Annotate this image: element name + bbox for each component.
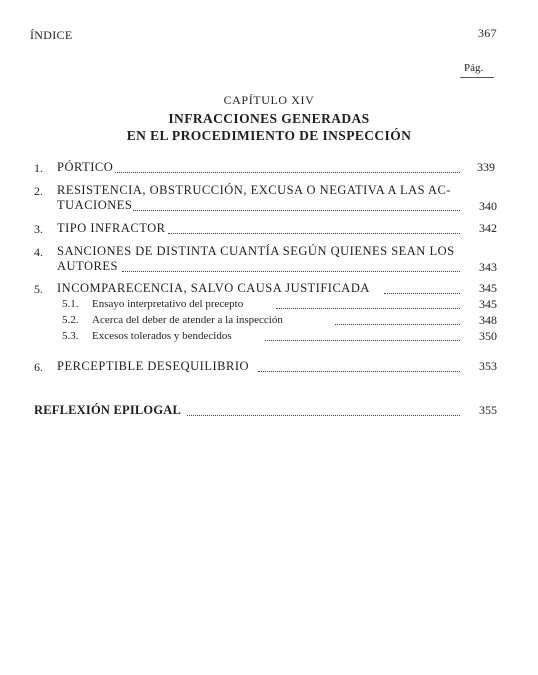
toc-dot-leader <box>168 233 460 234</box>
toc-entry-page: 345 <box>479 281 497 295</box>
toc-subentry-title: Ensayo interpretativo del precepto <box>92 298 244 310</box>
toc-dot-leader <box>335 324 460 325</box>
toc-entry-number: 1. <box>34 161 43 175</box>
page-number: 367 <box>478 26 497 40</box>
toc-subentry-page: 350 <box>479 329 497 343</box>
chapter-label: CAPÍTULO XIV <box>223 93 315 107</box>
toc-subentry-number: 5.2. <box>62 314 79 326</box>
toc-subentry-title: Acerca del deber de atender a la inspección <box>92 314 283 326</box>
toc-dot-leader <box>265 340 460 341</box>
toc-dot-leader <box>384 293 460 294</box>
toc-entry-number: 5. <box>34 282 43 296</box>
toc-dot-leader <box>133 210 460 211</box>
toc-epilogue-title: REFLEXIÓN EPILOGAL <box>34 403 182 417</box>
toc-entry-title: TIPO INFRACTOR <box>57 221 166 235</box>
toc-dot-leader <box>115 172 460 173</box>
toc-dot-leader <box>187 415 460 416</box>
toc-subentry-page: 348 <box>479 313 497 327</box>
toc-entry-title-continued: TUACIONES <box>57 198 133 212</box>
toc-subentry-page: 345 <box>479 297 497 311</box>
toc-entry-page: 342 <box>479 221 497 235</box>
toc-dot-leader <box>122 271 460 272</box>
toc-entry-number: 4. <box>34 245 43 259</box>
toc-subentry-number: 5.3. <box>62 330 79 342</box>
toc-entry-page: 340 <box>479 199 497 213</box>
toc-entry-page: 343 <box>479 260 497 274</box>
toc-entry-page: 339 <box>477 160 495 174</box>
running-header-title: ÍNDICE <box>30 28 73 42</box>
page-column-label: Pág. <box>464 62 484 74</box>
toc-epilogue-page: 355 <box>479 403 497 417</box>
toc-dot-leader <box>258 371 460 372</box>
toc-subentry-number: 5.1. <box>62 298 79 310</box>
chapter-title-line-1: INFRACCIONES GENERADAS <box>168 111 370 126</box>
toc-entry-title: PERCEPTIBLE DESEQUILIBRIO <box>57 359 250 373</box>
toc-entry-title: RESISTENCIA, OBSTRUCCIÓN, EXCUSA O NEGATIVA A LAS AC- <box>57 183 452 197</box>
toc-entry-title-continued: AUTORES <box>57 259 118 273</box>
page-label-rule <box>460 77 494 78</box>
toc-entry-number: 2. <box>34 184 43 198</box>
toc-entry-page: 353 <box>479 359 497 373</box>
toc-dot-leader <box>276 308 460 309</box>
toc-entry-title: PÓRTICO <box>57 160 114 174</box>
toc-subentry-title: Excesos tolerados y bendecidos <box>92 330 232 342</box>
chapter-title-line-2: EN EL PROCEDIMIENTO DE INSPECCIÓN <box>126 128 412 143</box>
toc-entry-title: INCOMPARECENCIA, SALVO CAUSA JUSTIFICADA <box>57 281 370 295</box>
toc-entry-number: 6. <box>34 360 43 374</box>
toc-entry-title: SANCIONES DE DISTINTA CUANTÍA SEGÚN QUIENES SEAN LOS <box>57 244 455 258</box>
toc-entry-number: 3. <box>34 222 43 236</box>
